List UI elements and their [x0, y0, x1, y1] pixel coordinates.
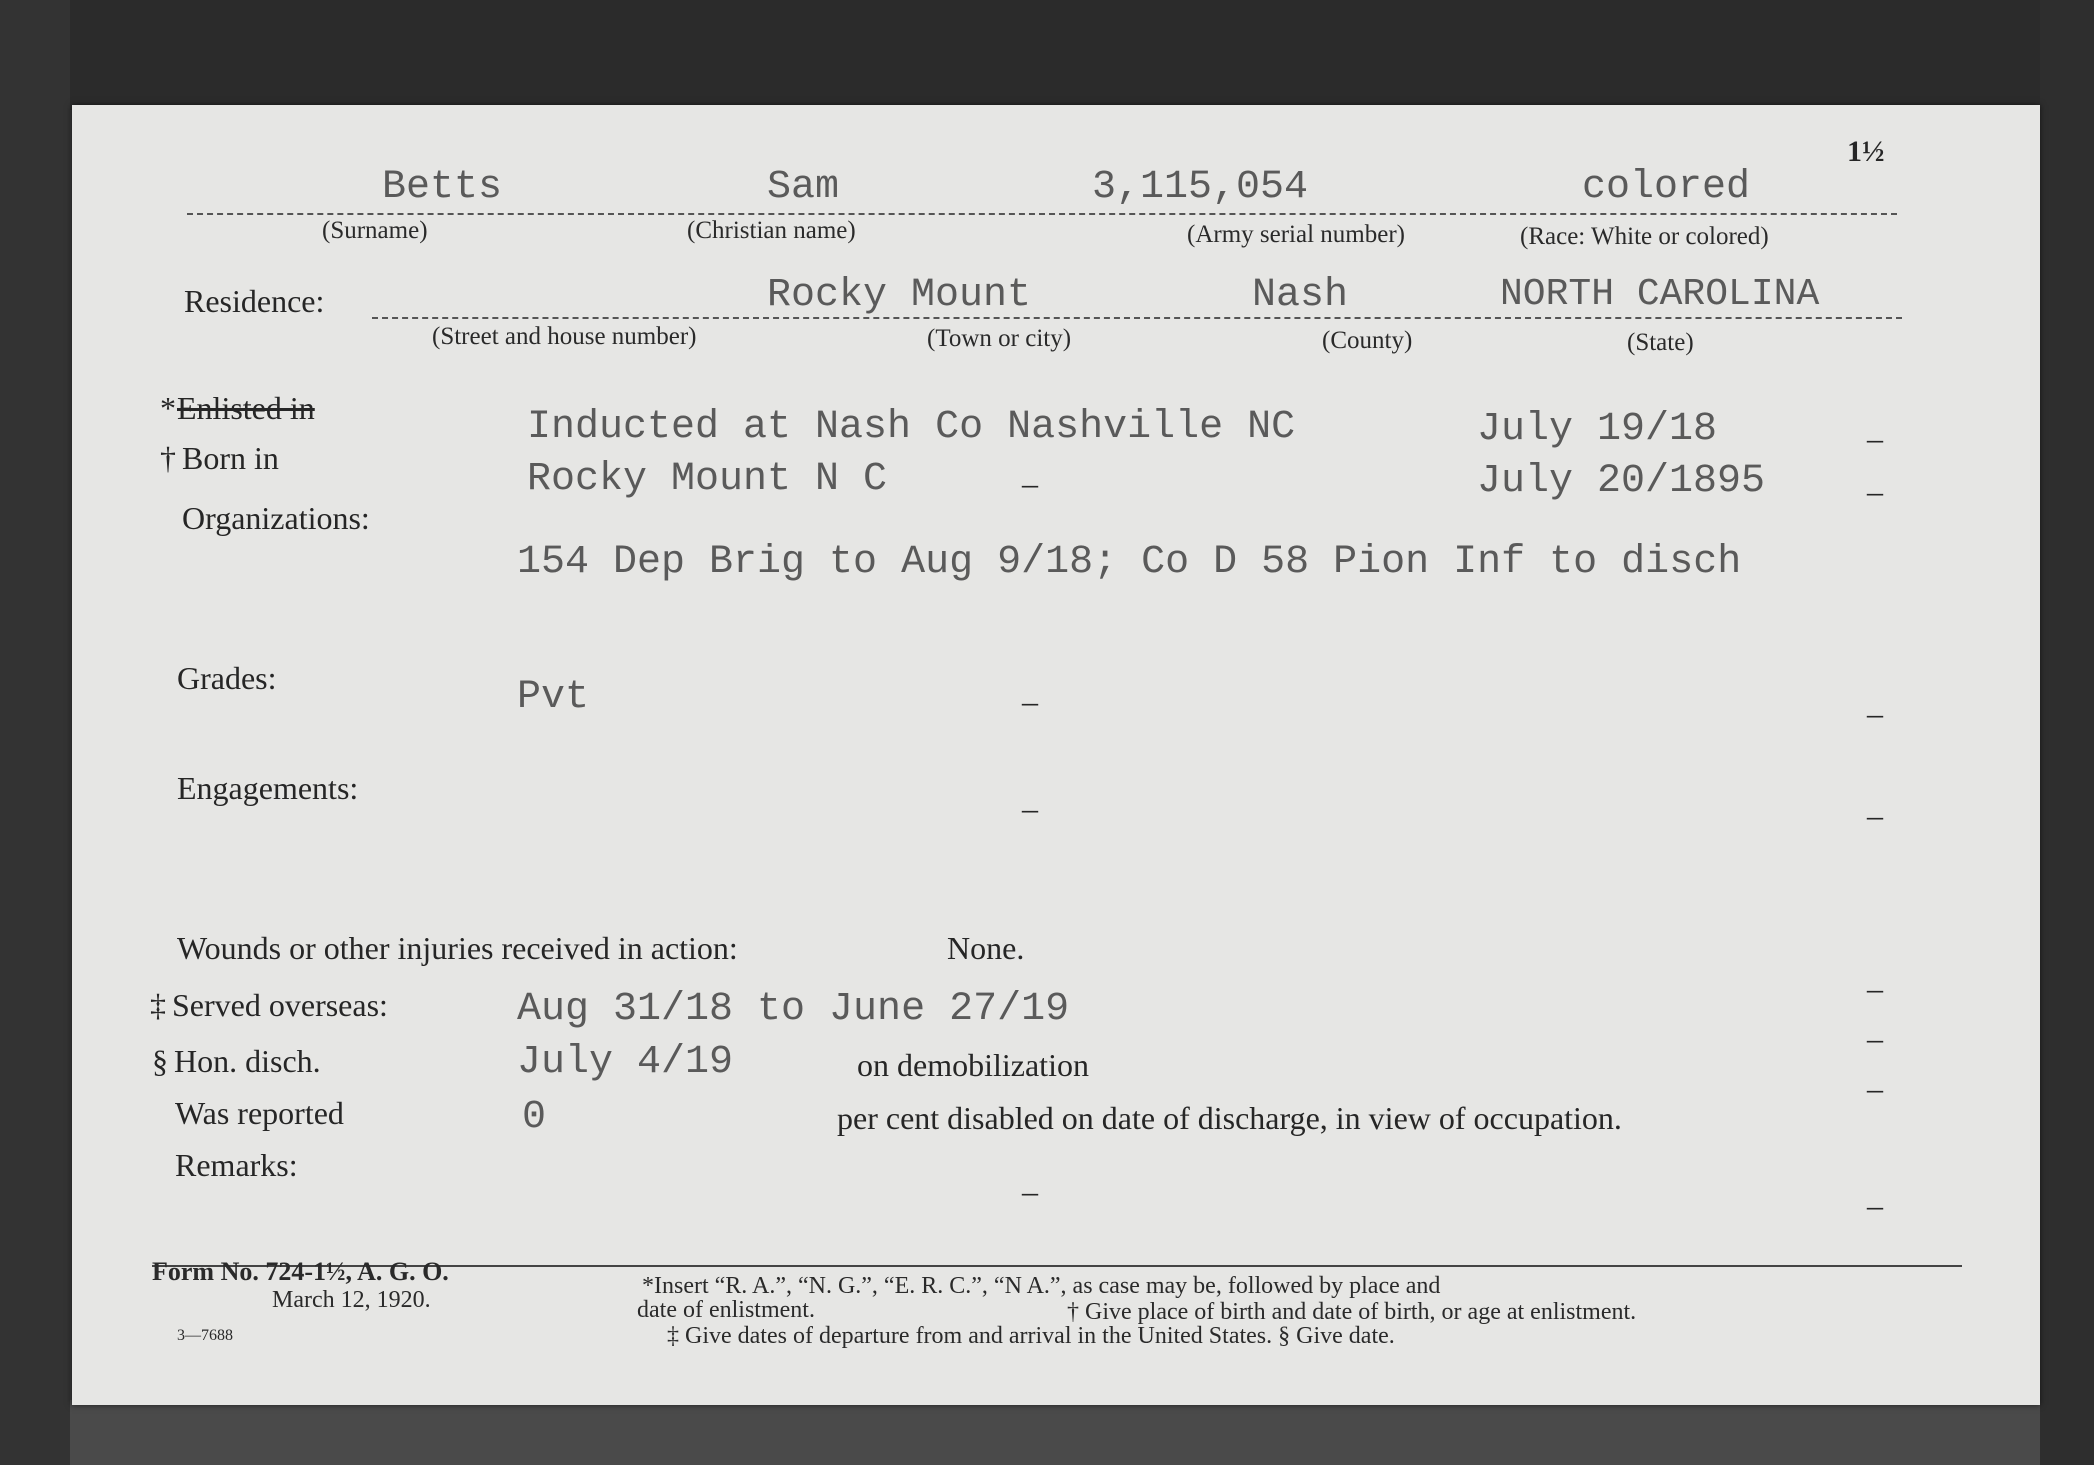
hon-disch-section-mark: §: [152, 1043, 168, 1079]
residence-label: Residence:: [184, 283, 325, 319]
grades-middle-dash: –: [1022, 683, 1038, 719]
hon-disch-value: July 4/19: [517, 1040, 734, 1085]
footer-note-birth: † Give place of birth and date of birth, or age at enlistment.: [1067, 1299, 1637, 1325]
wounds-dash: –: [1867, 970, 1883, 1006]
grades-dash: –: [1867, 695, 1883, 731]
enlisted-date-value: July 19/18: [1477, 407, 1718, 452]
hon-disch-label: Hon. disch.: [174, 1043, 321, 1079]
overseas-value: Aug 31/18 to June 27/19: [517, 987, 1070, 1032]
born-dash: –: [1867, 473, 1883, 509]
overseas-double-dagger-mark: ‡: [150, 987, 166, 1023]
enlisted-asterisk-mark: *: [160, 390, 176, 426]
engagements-label: Engagements:: [177, 770, 359, 806]
remarks-label: Remarks:: [175, 1147, 298, 1183]
residence-rule: [372, 317, 1902, 319]
wounds-value: None.: [947, 930, 1025, 966]
hon-disch-note: on demobilization: [857, 1047, 1089, 1083]
header-rule: [187, 213, 1897, 215]
reported-value: 0: [522, 1095, 547, 1140]
born-dagger-mark: †: [160, 440, 176, 476]
engagements-dash: –: [1867, 797, 1883, 833]
footer-print-code: 3—7688: [177, 1327, 233, 1344]
enlisted-label: Enlisted in: [177, 390, 315, 426]
christian-name-label: (Christian name): [687, 217, 856, 244]
born-label: Born in: [182, 440, 279, 476]
scan-background-right: [2040, 0, 2094, 1465]
footer-note-overseas: ‡ Give dates of departure from and arrival in the United States. § Give date.: [667, 1323, 1395, 1349]
engagements-middle-dash: –: [1022, 790, 1038, 826]
residence-county-value: Nash: [1252, 273, 1349, 318]
reported-label: Was reported: [175, 1095, 344, 1131]
remarks-dash: –: [1867, 1187, 1883, 1223]
enlisted-dash: –: [1867, 420, 1883, 456]
wounds-label: Wounds or other injuries received in action:: [177, 930, 738, 966]
surname-label: (Surname): [322, 217, 428, 244]
born-middle-dash: –: [1022, 465, 1038, 501]
overseas-dash: –: [1867, 1020, 1883, 1056]
organizations-label: Organizations:: [182, 500, 370, 536]
residence-town-value: Rocky Mount: [767, 273, 1032, 318]
remarks-middle-dash: –: [1022, 1173, 1038, 1209]
christian-name-value: Sam: [767, 165, 840, 210]
town-label: (Town or city): [927, 325, 1072, 352]
serial-number-value: 3,115,054: [1092, 165, 1309, 210]
service-record-card: [72, 105, 2040, 1405]
reported-note: per cent disabled on date of discharge, in view of occupation.: [837, 1100, 1622, 1136]
grades-label: Grades:: [177, 660, 277, 696]
scan-background-left: [0, 0, 70, 1465]
born-date-value: July 20/1895: [1477, 459, 1766, 504]
serial-number-label: (Army serial number): [1187, 221, 1405, 248]
surname-value: Betts: [382, 165, 503, 210]
born-place-value: Rocky Mount N C: [527, 457, 888, 502]
footer-note-enlistment: date of enlistment.: [637, 1297, 815, 1323]
scan-background-top: [0, 0, 2094, 110]
overseas-label: Served overseas:: [172, 987, 388, 1023]
race-label: (Race: White or colored): [1520, 223, 1769, 250]
hon-disch-dash: –: [1867, 1070, 1883, 1106]
organizations-value: 154 Dep Brig to Aug 9/18; Co D 58 Pion Inf to disch: [517, 540, 1742, 585]
footer-form-date: March 12, 1920.: [272, 1287, 431, 1313]
street-label: (Street and house number): [432, 323, 697, 350]
footer-form-number: Form No. 724-1½, A. G. O.: [152, 1257, 449, 1286]
county-label: (County): [1322, 327, 1413, 354]
scan-background-bottom: [0, 1400, 2094, 1465]
residence-state-value: NORTH CAROLINA: [1500, 273, 1820, 316]
enlisted-place-value: Inducted at Nash Co Nashville NC: [527, 405, 1296, 450]
state-label: (State): [1627, 329, 1694, 356]
footer-note-insert: *Insert “R. A.”, “N. G.”, “E. R. C.”, “N A.”, as case may be, followed by place and: [642, 1273, 1441, 1299]
grades-value: Pvt: [517, 675, 590, 720]
card-form-id: 1½: [1847, 135, 1885, 168]
race-value: colored: [1582, 165, 1751, 210]
